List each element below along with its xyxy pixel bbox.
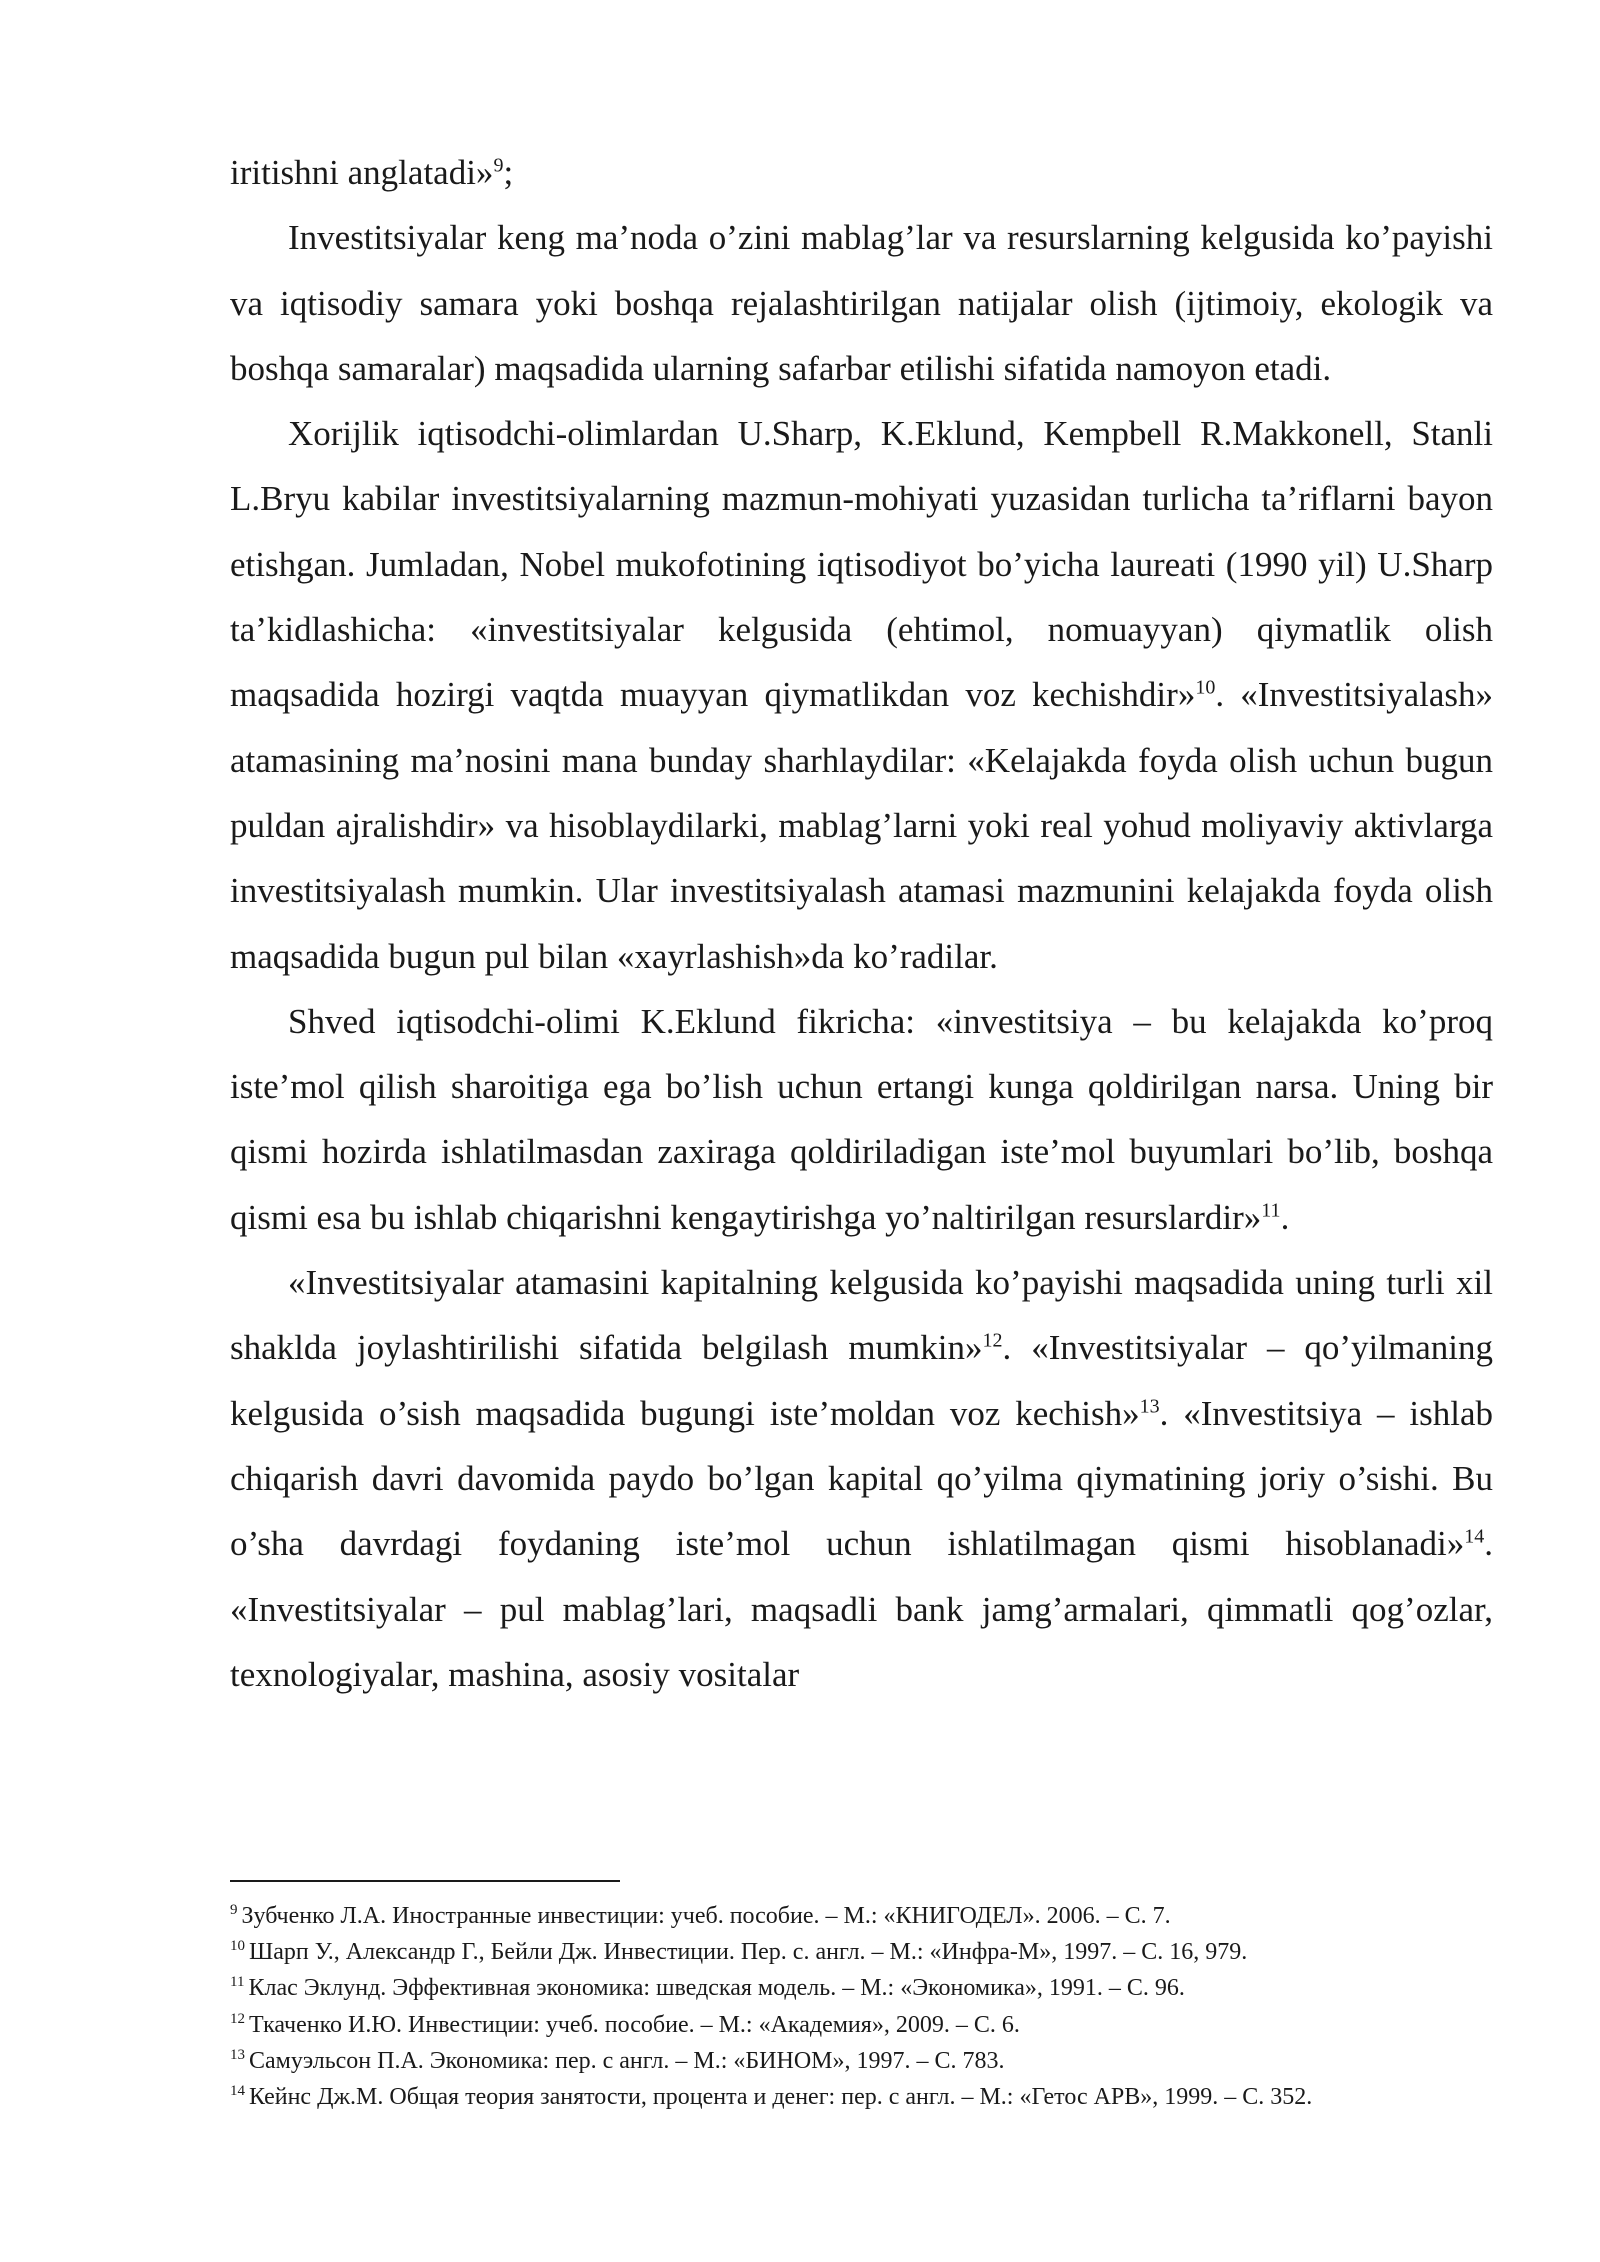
footnote-number: 13 bbox=[230, 2046, 245, 2063]
footnote-text: Шарп У., Александр Г., Бейли Дж. Инвестиции. Пер. с. англ. – М.: «Инфра-М», 1997. – С. 16, 979. bbox=[249, 1939, 1248, 1966]
paragraph-4-text: Shved iqtisodchi-olimi K.Eklund fikricha: «investitsiya – bu kelajakda ko’proq iste’mol qilish sharoitiga ega bo’lish uchun ertangi kunga qoldirilgan narsa. Uning bir qismi hozirda ishlatilmasdan zaxiraga qoldiriladigan iste’mol buyumlari bo’lib, boshqa qismi esa bu ishlab chiqarishni kengaytirishga yo’naltirilgan resurslardir» bbox=[230, 1001, 1493, 1237]
paragraph-5-text-c: . «Investitsiya – ishlab chiqarish davri davomida paydo bo’lgan kapital qo’yilma qiymatining joriy o’sishi. Bu o’sha davrdagi foydaning iste’mol uchun ishlatilmagan qismi hisoblanadi» bbox=[230, 1393, 1493, 1564]
footnote-number: 9 bbox=[230, 1902, 238, 1918]
footnote bbox=[230, 1934, 1493, 1970]
paragraph-2 bbox=[230, 205, 1493, 401]
document-page bbox=[230, 140, 1493, 1707]
paragraph-5-text-a: «Investitsiyalar atamasini kapitalning kelgusida ko’payishi maqsadida uning turli xil shaklda joylashtirilishi sifatida belgilash mumkin» bbox=[230, 1263, 1493, 1368]
footnote-ref-10: 10 bbox=[1195, 676, 1216, 699]
paragraph-1-text: iritishni anglatadi» bbox=[230, 153, 494, 192]
footnote bbox=[230, 2079, 1493, 2115]
body-text bbox=[230, 140, 1493, 1707]
footnote-text: Самуэльсон П.А. Экономика: пер. с англ. – М.: «БИНОМ», 1997. – С. 783. bbox=[249, 2047, 1005, 2074]
footnote-number: 12 bbox=[230, 2010, 245, 2027]
footnote-text: Зубченко Л.А. Иностранные инвестиции: учеб. пособие. – М.: «КНИГОДЕЛ». 2006. – С. 7. bbox=[241, 1903, 1171, 1929]
paragraph-3 bbox=[230, 401, 1493, 989]
paragraph-5-text-b: . «Investitsiyalar – qo’yilmaning kelgusida o’sish maqsadida bugungi iste’moldan voz kechish» bbox=[230, 1328, 1493, 1433]
footnote-ref-14: 14 bbox=[1464, 1525, 1485, 1548]
paragraph-4-tail: . bbox=[1280, 1197, 1290, 1237]
paragraph-5 bbox=[230, 1250, 1493, 1707]
paragraph-5-text-d: . «Investitsiyalar – pul mablag’lari, maqsadli bank jamg’armalari, qimmatli qog’ozlar, texnologiyalar, mashina, asosiy vositalar bbox=[230, 1524, 1493, 1694]
footnote bbox=[230, 1898, 1493, 1934]
footnote-text: Ткаченко И.Ю. Инвестиции: учеб. пособие. – М.: «Академия», 2009. – С. 6. bbox=[249, 2011, 1020, 2038]
paragraph-4 bbox=[230, 989, 1493, 1250]
footnote bbox=[230, 1970, 1493, 2006]
paragraph-2-text: Investitsiyalar keng ma’noda o’zini mablag’lar va resurslarning kelgusida ko’payishi va iqtisodiy samara yoki boshqa rejalashtirilgan natijalar olish (ijtimoiy, ekologik va boshqa samaralar) maqsadida ularning safarbar etilishi sifatida namoyon etadi. bbox=[230, 218, 1493, 388]
paragraph-1 bbox=[230, 140, 1493, 205]
footnotes bbox=[230, 1898, 1493, 2115]
footnote-ref-13: 13 bbox=[1139, 1394, 1160, 1417]
footnote-number: 10 bbox=[230, 1938, 245, 1955]
footnote-text: Кейнс Дж.М. Общая теория занятости, процента и денег: пер. с англ. – М.: «Гетос АРВ», 1999. – С. 352. bbox=[249, 2084, 1313, 2111]
paragraph-3-text-a: Xorijlik iqtisodchi-olimlardan U.Sharp, K.Eklund, Kempbell R.Makkonell, Stanli L.Bryu kabilar investitsiyalarning mazmun-mohiyati yuzasidan turlicha ta’riflarni bayon etishgan. Jumladan, Nobel mukofotining iqtisodiyot bo’yicha laureati (1990 yil) U.Sharp ta’kidlashicha: «investitsiyalar kelgusida (ehtimol, nomuayyan) qiymatlik olish maqsadida hozirgi vaqtda muayyan qiymatlikdan voz kechishdir» bbox=[230, 414, 1493, 715]
footnote bbox=[230, 2007, 1493, 2043]
footnote-separator bbox=[230, 1880, 620, 1882]
footnote-ref-9: 9 bbox=[493, 154, 504, 177]
footnote-text: Клас Эклунд. Эффективная экономика: шведская модель. – М.: «Экономика», 1991. – С. 96. bbox=[248, 1975, 1185, 2002]
footnote-number: 11 bbox=[230, 1974, 245, 1991]
paragraph-3-text-b: . «Investitsiyalash» atamasining ma’nosini mana bunday sharhlaydilar: «Kelajakda foyda olish uchun bugun puldan ajralishdir» va hisoblaydilarki, mablag’larni yoki real yohud moliyaviy aktivlarga investitsiyalash mumkin. Ular investitsiyalash atamasi mazmunini kelajakda foyda olish maqsadida bugun pul bilan «xayrlashish»da ko’radilar. bbox=[230, 675, 1493, 976]
paragraph-1-tail: ; bbox=[503, 153, 514, 192]
footnote bbox=[230, 2043, 1493, 2079]
footnote-ref-12: 12 bbox=[982, 1329, 1003, 1352]
footnote-ref-11: 11 bbox=[1261, 1199, 1281, 1222]
footnote-number: 14 bbox=[230, 2083, 245, 2100]
